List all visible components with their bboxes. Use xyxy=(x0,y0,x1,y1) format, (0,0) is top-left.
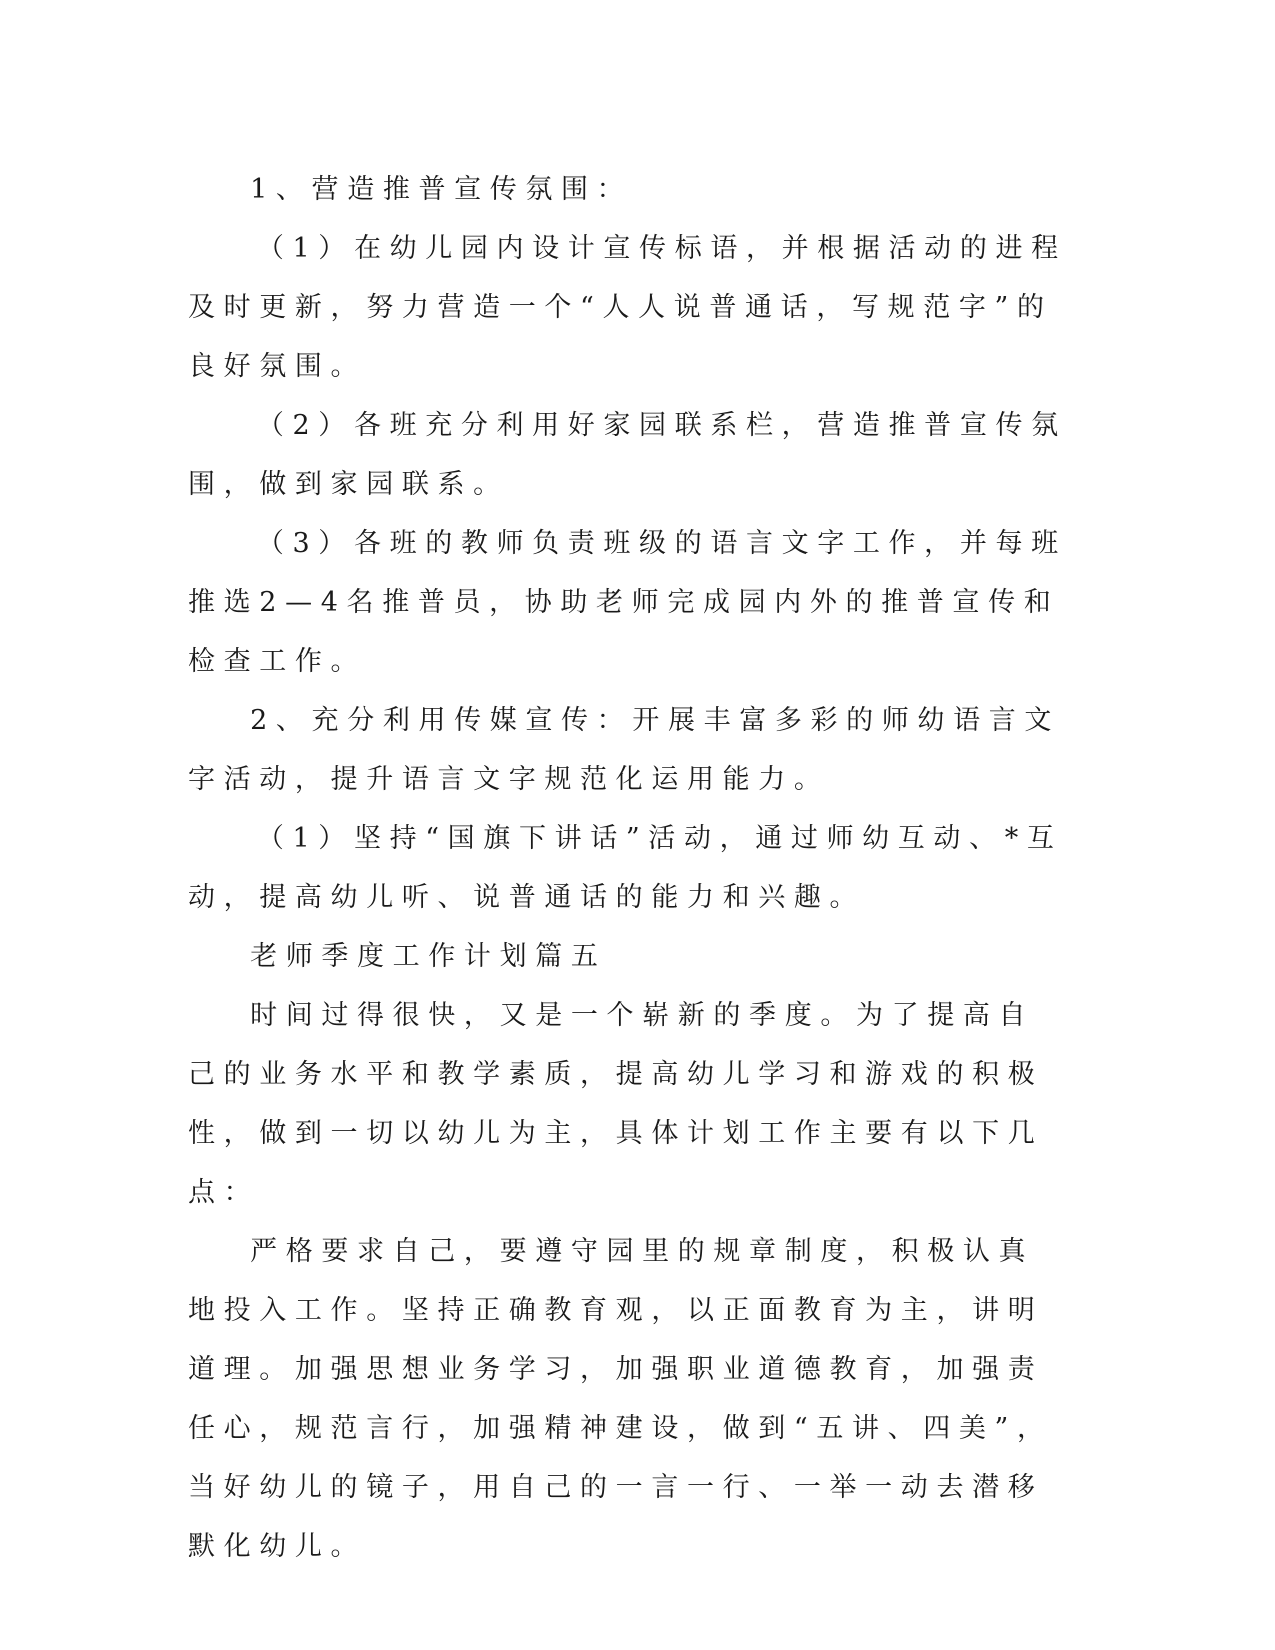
paragraph-item-1-1: （1）在幼儿园内设计宣传标语，并根据活动的进程及时更新，努力营造一个“人人说普通话，写规范字”的良好氛围。 xyxy=(188,233,1067,382)
paragraph-intro: 时间过得很快，又是一个崭新的季度。为了提高自己的业务水平和教学素质，提高幼儿学习和游戏的积极性，做到一切以幼儿为主，具体计划工作主要有以下几点： xyxy=(188,1000,1044,1208)
document-body xyxy=(188,160,1068,1576)
paragraph-requirements: 严格要求自己，要遵守园里的规章制度，积极认真地投入工作。坚持正确教育观，以正面教育为主，讲明道理。加强思想业务学习，加强职业道德教育，加强责任心，规范言行，加强精神建设，做到“五讲、四美”，当好幼儿的镜子，用自己的一言一行、一举一动去潜移默化幼儿。 xyxy=(188,1236,1053,1562)
paragraph-article-title: 老师季度工作计划篇五 xyxy=(250,941,607,972)
paragraph-section-1-heading: 1、营造推普宣传氛围： xyxy=(250,174,633,205)
paragraph-item-1-3: （3）各班的教师负责班级的语言文字工作，并每班推选2—4名推普员，协助老师完成园内外的推普宣传和检查工作。 xyxy=(188,528,1067,677)
paragraph-item-1-2: （2）各班充分利用好家园联系栏，营造推普宣传氛围，做到家园联系。 xyxy=(188,410,1067,500)
paragraph-section-2-heading: 2、充分利用传媒宣传：开展丰富多彩的师幼语言文字活动，提升语言文字规范化运用能力。 xyxy=(188,705,1060,795)
paragraph-item-2-1: （1）坚持“国旗下讲话”活动，通过师幼互动、*互动，提高幼儿听、说普通话的能力和兴趣。 xyxy=(188,823,1063,913)
